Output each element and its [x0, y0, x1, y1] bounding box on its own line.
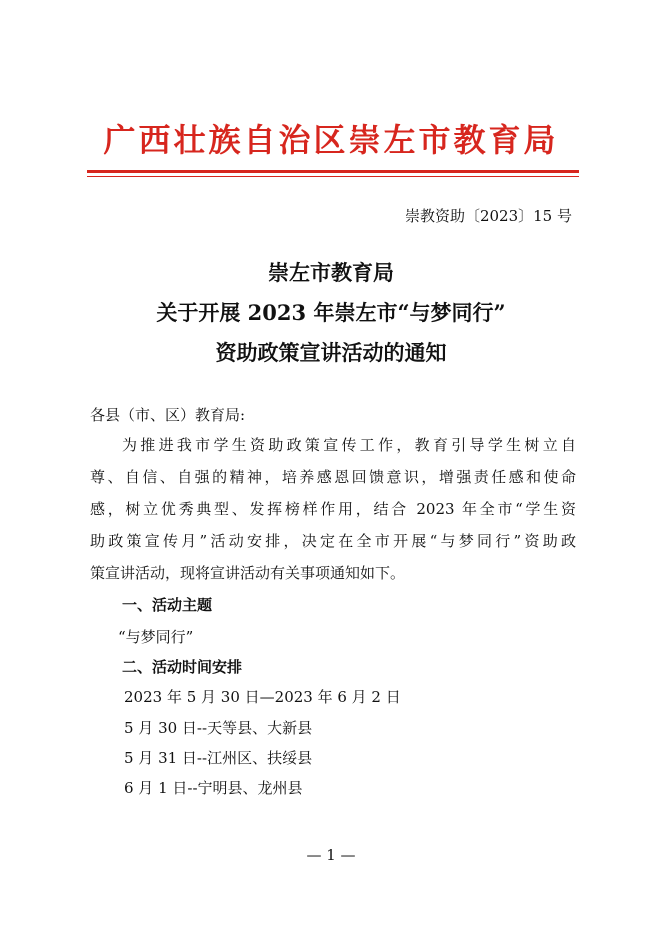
salutation: 各县（市、区）教育局:: [90, 406, 246, 424]
document-number: 崇教资助〔2023〕15 号: [404, 207, 572, 225]
intro-line-1: 为推进我市学生资助政策宣传工作，教育引导学生树立自: [122, 436, 576, 454]
schedule-item: 6 月 1 日--宁明县、龙州县: [124, 779, 303, 797]
title-line-1: 崇左市教育局: [268, 260, 394, 285]
issuing-agency-header: 广西壮族自治区崇左市教育局: [103, 121, 559, 159]
section-1-text: “与梦同行”: [118, 628, 194, 646]
schedule-item: 5 月 31 日--江州区、扶绥县: [124, 749, 313, 767]
section-2-heading: 二、活动时间安排: [122, 658, 243, 676]
intro-line-3: 感，树立优秀典型、发挥榜样作用，结合 2023 年全市“学生资: [90, 500, 576, 518]
schedule-item: 5 月 30 日--天等县、大新县: [124, 719, 313, 737]
red-divider-thin: [87, 176, 579, 177]
page-number: — 1 —: [306, 846, 356, 864]
title-line-2: 关于开展 2023 年崇左市“与梦同行”: [156, 300, 506, 325]
title-line-3: 资助政策宣讲活动的通知: [215, 340, 447, 365]
schedule-item: 2023 年 5 月 30 日—2023 年 6 月 2 日: [124, 688, 401, 706]
intro-line-2: 尊、自信、自强的精神，培养感恩回馈意识，增强责任感和使命: [90, 468, 576, 486]
intro-line-4: 助政策宣传月”活动安排，决定在全市开展“与梦同行”资助政: [90, 532, 576, 550]
section-1-heading: 一、活动主题: [122, 596, 213, 614]
red-divider-thick: [87, 170, 579, 173]
intro-line-5: 策宣讲活动，现将宣讲活动有关事项通知如下。: [90, 564, 406, 582]
